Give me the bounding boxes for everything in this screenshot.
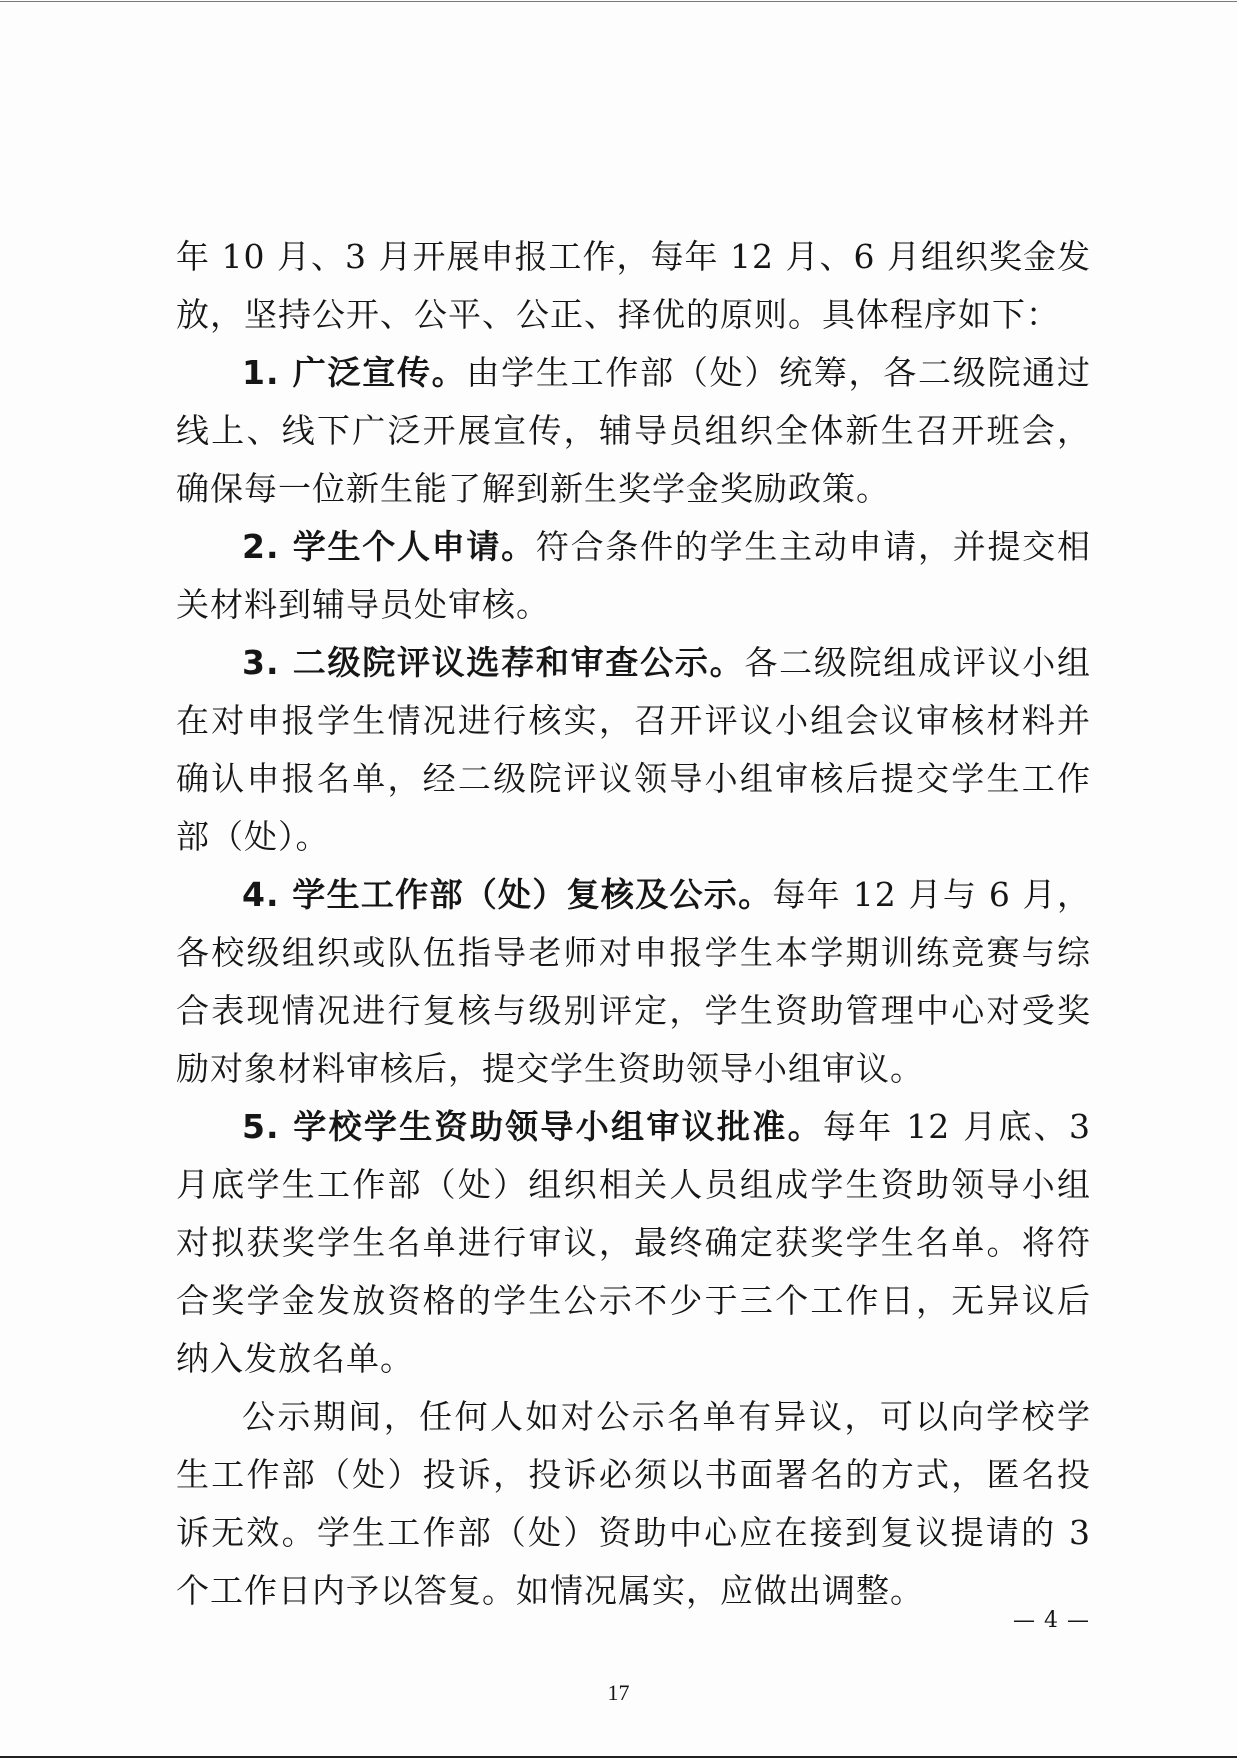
document-body — [176, 228, 1091, 1620]
paragraph-objection — [176, 1388, 1091, 1620]
paragraph-text: 由学生工作部（处）统筹，各二级院通过线上、线下广泛开展宣传，辅导员组织全体新生召开班会，确保每一位新生能了解到新生奖学金奖励政策。 — [176, 353, 1091, 508]
paragraph-text: 每年 12 月底、3 月底学生工作部（处）组织相关人员组成学生资助领导小组对拟获奖学生名单进行审议，最终确定获奖学生名单。将符合奖学金发放资格的学生公示不少于三个工作日，无异议后纳入发放名单。 — [176, 1107, 1091, 1378]
step-heading: 5. 学校学生资助领导小组审议批准。 — [242, 1107, 823, 1146]
paragraph-step-5 — [176, 1098, 1091, 1388]
step-heading: 2. 学生个人申请。 — [242, 527, 536, 566]
paragraph-text: 符合条件的学生主动申请，并提交相关材料到辅导员处审核。 — [176, 527, 1091, 624]
inner-page-number: — 4 — — [1013, 1608, 1090, 1633]
paragraph-intro — [176, 228, 1091, 344]
paragraph-text: 每年 12 月与 6 月，各校级组织或队伍指导老师对申报学生本学期训练竞赛与综合表现情况进行复核与级别评定，学生资助管理中心对受奖励对象材料审核后，提交学生资助领导小组审议。 — [176, 875, 1091, 1088]
page-top-rule — [0, 1, 1237, 2]
outer-page-number: 17 — [607, 1680, 630, 1705]
paragraph-step-1 — [176, 344, 1091, 518]
paragraph-text: 年 10 月、3 月开展申报工作，每年 12 月、6 月组织奖金发放，坚持公开、公平、公正、择优的原则。具体程序如下： — [176, 237, 1091, 334]
paragraph-step-2 — [176, 518, 1091, 634]
step-heading: 1. 广泛宣传。 — [242, 353, 467, 392]
step-heading: 3. 二级院评议选荐和审查公示。 — [242, 643, 745, 682]
paragraph-text: 公示期间，任何人如对公示名单有异议，可以向学校学生工作部（处）投诉，投诉必须以书面署名的方式，匿名投诉无效。学生工作部（处）资助中心应在接到复议提请的 3 个工作日内予以答复。如情况属实，应做出调整。 — [176, 1397, 1091, 1610]
paragraph-text: 各二级院组成评议小组在对申报学生情况进行核实，召开评议小组会议审核材料并确认申报名单，经二级院评议领导小组审核后提交学生工作部（处）。 — [176, 643, 1091, 856]
step-heading: 4. 学生工作部（处）复核及公示。 — [242, 875, 773, 914]
paragraph-step-4 — [176, 866, 1091, 1098]
paragraph-step-3 — [176, 634, 1091, 866]
